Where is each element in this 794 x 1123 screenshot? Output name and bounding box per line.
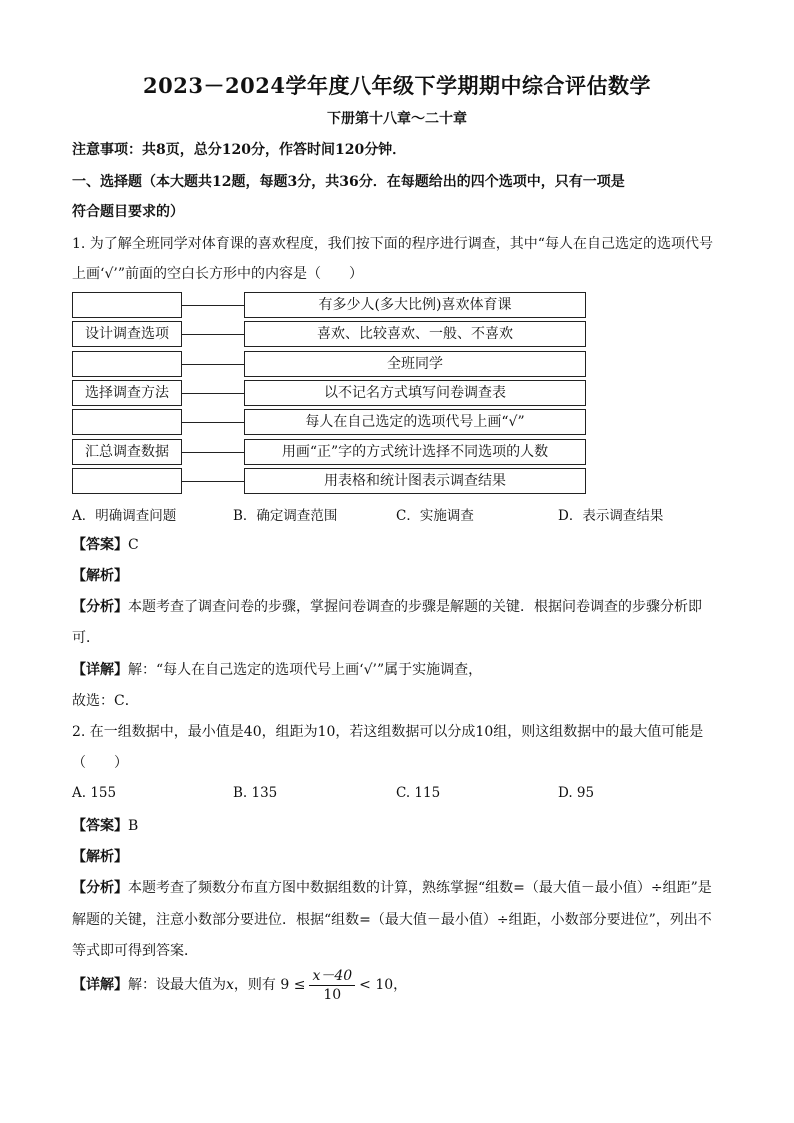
fenxi-label: 【分析】 [72,599,128,615]
q1-fenxi-line2: 可． [72,630,100,646]
q2-fenxi-line3: 等式即可得到答案． [72,943,198,959]
fraction-numerator: x－40 [309,967,355,986]
fraction [309,967,355,1004]
flow-right-box-6: 用画“正”字的方式统计选择不同选项的人数 [244,439,586,465]
q1-xiangjie-line2: 故选：C． [72,693,139,709]
xiangjie-label: 【详解】 [72,662,128,678]
q1-fenxi-text1: 本题考查了调查问卷的步骤，掌握问卷调查的步骤是解题的关键．根据问卷调查的步骤分析即 [128,599,702,615]
q2-option-a: A. 155 [72,785,117,801]
document-subtitle: 下册第十八章～二十章 [327,111,467,127]
q2-answer-value: B [128,818,139,834]
flow-connector [182,452,244,453]
q1-option-b: B．确定调查范围 [233,508,338,524]
flow-left-box-1 [72,292,182,318]
flow-right-box-7: 用表格和统计图表示调查结果 [244,468,586,494]
q1-option-d: D．表示调查结果 [558,508,664,524]
flow-right-box-4: 以不记名方式填写问卷调查表 [244,380,586,406]
answer-label: 【答案】 [72,818,128,834]
q2-analysis-label: 【解析】 [72,849,128,865]
q2-stem-line2: （ ） [72,755,128,771]
q2-xiangjie-prefix: 解：设最大值为 [128,977,226,993]
flow-connector [182,481,244,482]
q2-fenxi-line2: 解题的关键，注意小数部分要进位．根据“组数=（最大值－最小值）÷组距，小数部分要进位”，列出不 [72,912,712,928]
q1-xiangjie-text1: 解：“每人在自己选定的选项代号上画‘√’”属于实施调查， [128,662,483,678]
fenxi-label: 【分析】 [72,880,128,896]
flow-left-box-6: 汇总调查数据 [72,439,182,465]
flow-connector [182,422,244,423]
q1-answer-value: C [128,537,139,553]
flow-right-box-1: 有多少人(多大比例)喜欢体育课 [244,292,586,318]
q2-fenxi-line1 [72,878,712,898]
q1-option-c: C．实施调查 [396,508,474,524]
section-heading-line1: 一、选择题（本大题共12题，每题3分，共36分．在每题给出的四个选项中，只有一项是 [72,174,625,190]
flow-connector [182,305,244,306]
document-title: 2023－2024学年度八年级下学期期中综合评估数学 [143,73,651,98]
flow-left-box-2: 设计调查选项 [72,321,182,347]
flow-right-box-5: 每人在自己选定的选项代号上画“√” [244,409,586,435]
flow-connector [182,334,244,335]
xiangjie-label: 【详解】 [72,977,128,993]
q2-option-d: D. 95 [558,785,595,801]
section-heading-line2: 符合题目要求的） [72,204,184,220]
q2-xiangjie-suffix: < 10， [359,977,408,993]
flow-left-box-5 [72,409,182,435]
q2-option-c: C. 115 [396,785,441,801]
q2-answer-line [72,816,138,836]
q1-stem-line1: 1. 为了解全班同学对体育课的喜欢程度，我们按下面的程序进行调查，其中“每人在自己选定的选项代号 [72,236,713,252]
notice-text: 注意事项：共8页，总分120分，作答时间120分钟． [72,142,407,158]
flow-connector [182,393,244,394]
q2-fenxi-text1: 本题考查了频数分布直方图中数据组数的计算，熟练掌握“组数=（最大值－最小值）÷组距”是 [128,880,712,896]
variable-x: x [226,977,234,993]
flow-connector [182,364,244,365]
q1-stem-line2: 上画‘√’”前面的空白长方形中的内容是（ ） [72,266,363,282]
q1-answer-line [72,535,139,555]
flow-left-box-7 [72,468,182,494]
q2-stem-line1: 2. 在一组数据中，最小值是40，组距为10，若这组数据可以分成10组，则这组数据中的最大值可能是 [72,724,704,740]
q1-xiangjie-line1 [72,660,482,680]
q2-xiangjie-line [72,966,407,1004]
q2-xiangjie-mid: ，则有 9 ≤ [233,977,306,993]
q1-analysis-label: 【解析】 [72,568,128,584]
flow-left-box-3 [72,351,182,377]
flow-right-box-3: 全班同学 [244,351,586,377]
q1-fenxi-line1 [72,597,702,617]
answer-label: 【答案】 [72,537,128,553]
q2-option-b: B. 135 [233,785,278,801]
q1-option-a: A．明确调查问题 [72,508,177,524]
flow-left-box-4: 选择调查方法 [72,380,182,406]
flow-right-box-2: 喜欢、比较喜欢、一般、不喜欢 [244,321,586,347]
fraction-denominator: 10 [323,986,342,1003]
